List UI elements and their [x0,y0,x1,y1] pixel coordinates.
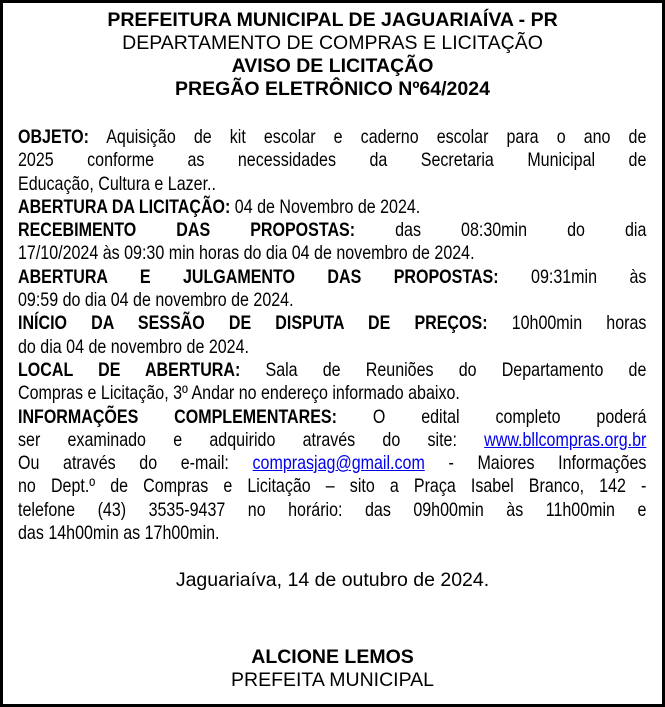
text-segment: do dia 04 de novembro de 2024. [18,335,249,358]
body-line [18,126,646,149]
text-segment: 17/10/2024 às 09:30 min horas do dia 04 de novembro de 2024. [18,242,475,265]
body-line [18,499,646,522]
header-org-name: PREFEITURA MUNICIPAL DE JAGUARIAÍVA - PR [107,9,558,31]
text-segment: 10h00min horas [487,312,647,335]
bold-label: OBJETO: [18,126,90,148]
body-line [18,173,646,196]
text-segment: Educação, Cultura e Lazer.. [18,172,216,195]
body-line [18,359,646,382]
body-line [18,522,646,545]
body-line [18,452,646,475]
site-link[interactable]: www.bllcompras.org.br [484,428,647,451]
body-line [18,312,646,335]
date-line: Jaguariaíva, 14 de outubro de 2024. [175,569,490,592]
text-segment: telefone (43) 3535-9437 no horário: das 09h00min às 11h00min e [18,498,647,521]
text-segment: das 08:30min do dia [355,219,647,242]
document-header [3,9,662,101]
text-segment: das 14h00min as 17h00min. [18,522,220,545]
text-segment: O edital completo poderá [336,405,647,428]
text-segment: Compras e Licitação, 3º Andar no endereço informado abaixo. [18,382,460,405]
bold-label: INÍCIO DA SESSÃO DE DISPUTA DE PREÇOS: [18,312,488,335]
text-segment: no Dept.º de Compras e Licitação – sito a Praça Isabel Branco, 142 - [18,475,647,498]
header-auction-number: PREGÃO ELETRÔNICO Nº64/2024 [175,78,490,100]
text-segment: 09:59 do dia 04 de novembro de 2024. [18,289,294,312]
document-body [18,126,646,545]
body-line [18,406,646,429]
text-segment: 09:31min às [498,265,647,288]
body-line [18,196,646,219]
body-line [18,336,646,359]
body-line [18,289,646,312]
signer-name: ALCIONE LEMOS [251,645,414,668]
bold-label: RECEBIMENTO DAS PROPOSTAS: [18,219,356,242]
header-notice-type: AVISO DE LICITAÇÃO [231,55,434,77]
body-line [18,382,646,405]
body-line [18,475,646,498]
bold-label: ABERTURA DA LICITAÇÃO: [18,195,231,218]
text-segment: - Maiores Informações [424,452,647,475]
bold-label: LOCAL DE ABERTURA: [18,358,241,381]
email-link[interactable]: comprasjag@gmail.com [252,452,425,475]
text-segment: 2025 conforme as necessidades da Secretaria Municipal de [18,149,647,172]
body-line [18,242,646,265]
bold-label: ABERTURA E JULGAMENTO DAS PROPOSTAS: [18,265,499,288]
text-segment: Aquisição de kit escolar e caderno escolar para o ano de [89,126,647,148]
signature-block [3,646,662,693]
signer-title: PREFEITA MUNICIPAL [231,668,434,691]
text-segment: Sala de Reuniões do Departamento de [240,358,647,381]
text-segment: ser examinado e adquirido através do site: [18,428,485,451]
body-line [18,219,646,242]
text-segment: 04 de Novembro de 2024. [230,195,421,218]
body-line [18,429,646,452]
text-segment: Ou através do e-mail: [18,452,253,475]
body-line [18,266,646,289]
bold-label: INFORMAÇÕES COMPLEMENTARES: [18,405,337,428]
body-line [18,149,646,172]
header-department: DEPARTAMENTO DE COMPRAS E LICITAÇÃO [122,32,543,54]
